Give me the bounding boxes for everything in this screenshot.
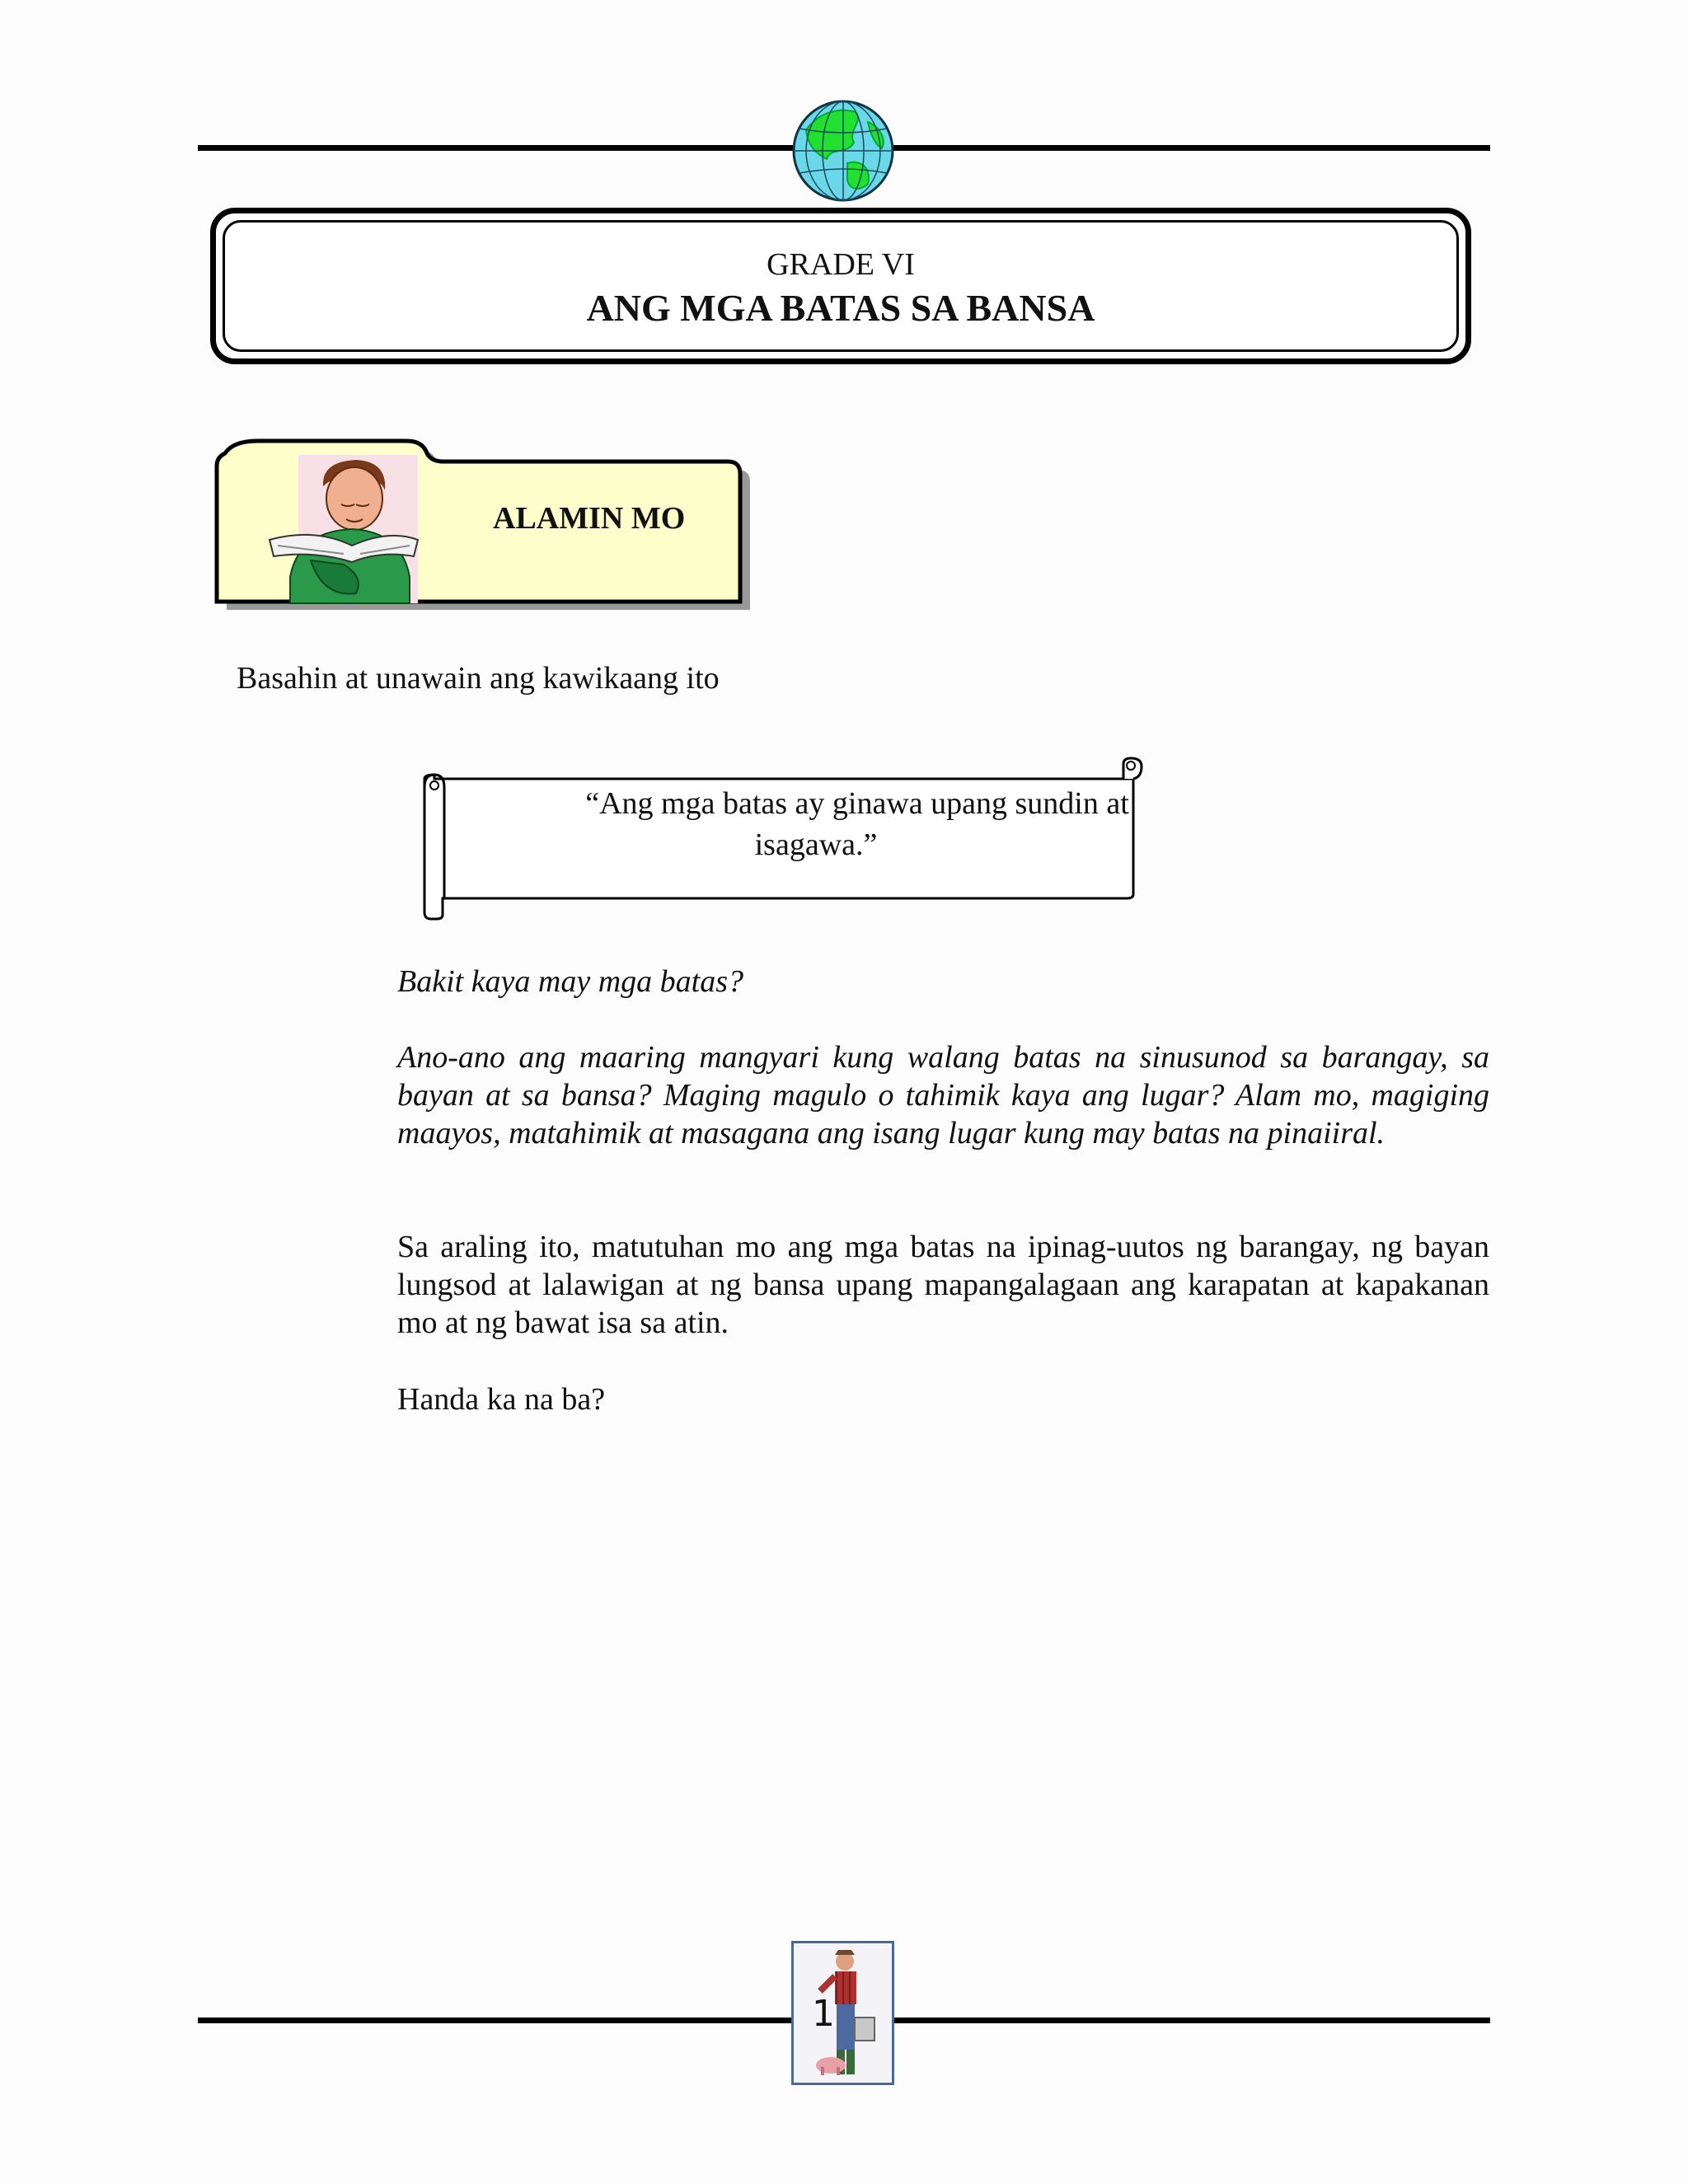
farmer-icon (794, 1943, 892, 2083)
page-title: ANG MGA BATAS SA BANSA (586, 287, 1095, 329)
title-box (210, 208, 1471, 364)
page-badge (791, 1941, 894, 2085)
italic-paragraph: Ano-ano ang maaring mangyari kung walang batas na sinusunod sa barangay, sa bayan at sa bansa? Maging magulo o tahimik kaya ang lugar? Alam mo, magiging maayos, matahimik at masagana ang isang lugar kung may batas na pinaiiral. (397, 1040, 1489, 1151)
closing-text: Handa ka na ba? (397, 1382, 606, 1417)
body-paragraph: Sa araling ito, matutuhan mo ang mga batas na ipinag-uutos ng barangay, ng bayan lungsod at lalawigan at ng bansa upang mapangalagaan ang karapatan at kapakanan mo at ng bawat isa sa atin. (397, 1230, 1489, 1340)
quote-text (462, 783, 1170, 865)
question-text: Bakit kaya may mga batas? (397, 964, 744, 999)
reading-man-icon (265, 453, 422, 606)
page-number: 1 (812, 1993, 835, 2035)
grade-label: GRADE VI (767, 247, 915, 282)
intro-text: Basahin at unawain ang kawikaang ito (237, 661, 720, 696)
section-label: ALAMIN MO (493, 501, 686, 536)
quote-line-1: “Ang mga batas ay ginawa upang sundin at (585, 786, 1129, 821)
globe-icon (790, 97, 897, 204)
quote-line-2: isagawa.” (754, 827, 878, 862)
